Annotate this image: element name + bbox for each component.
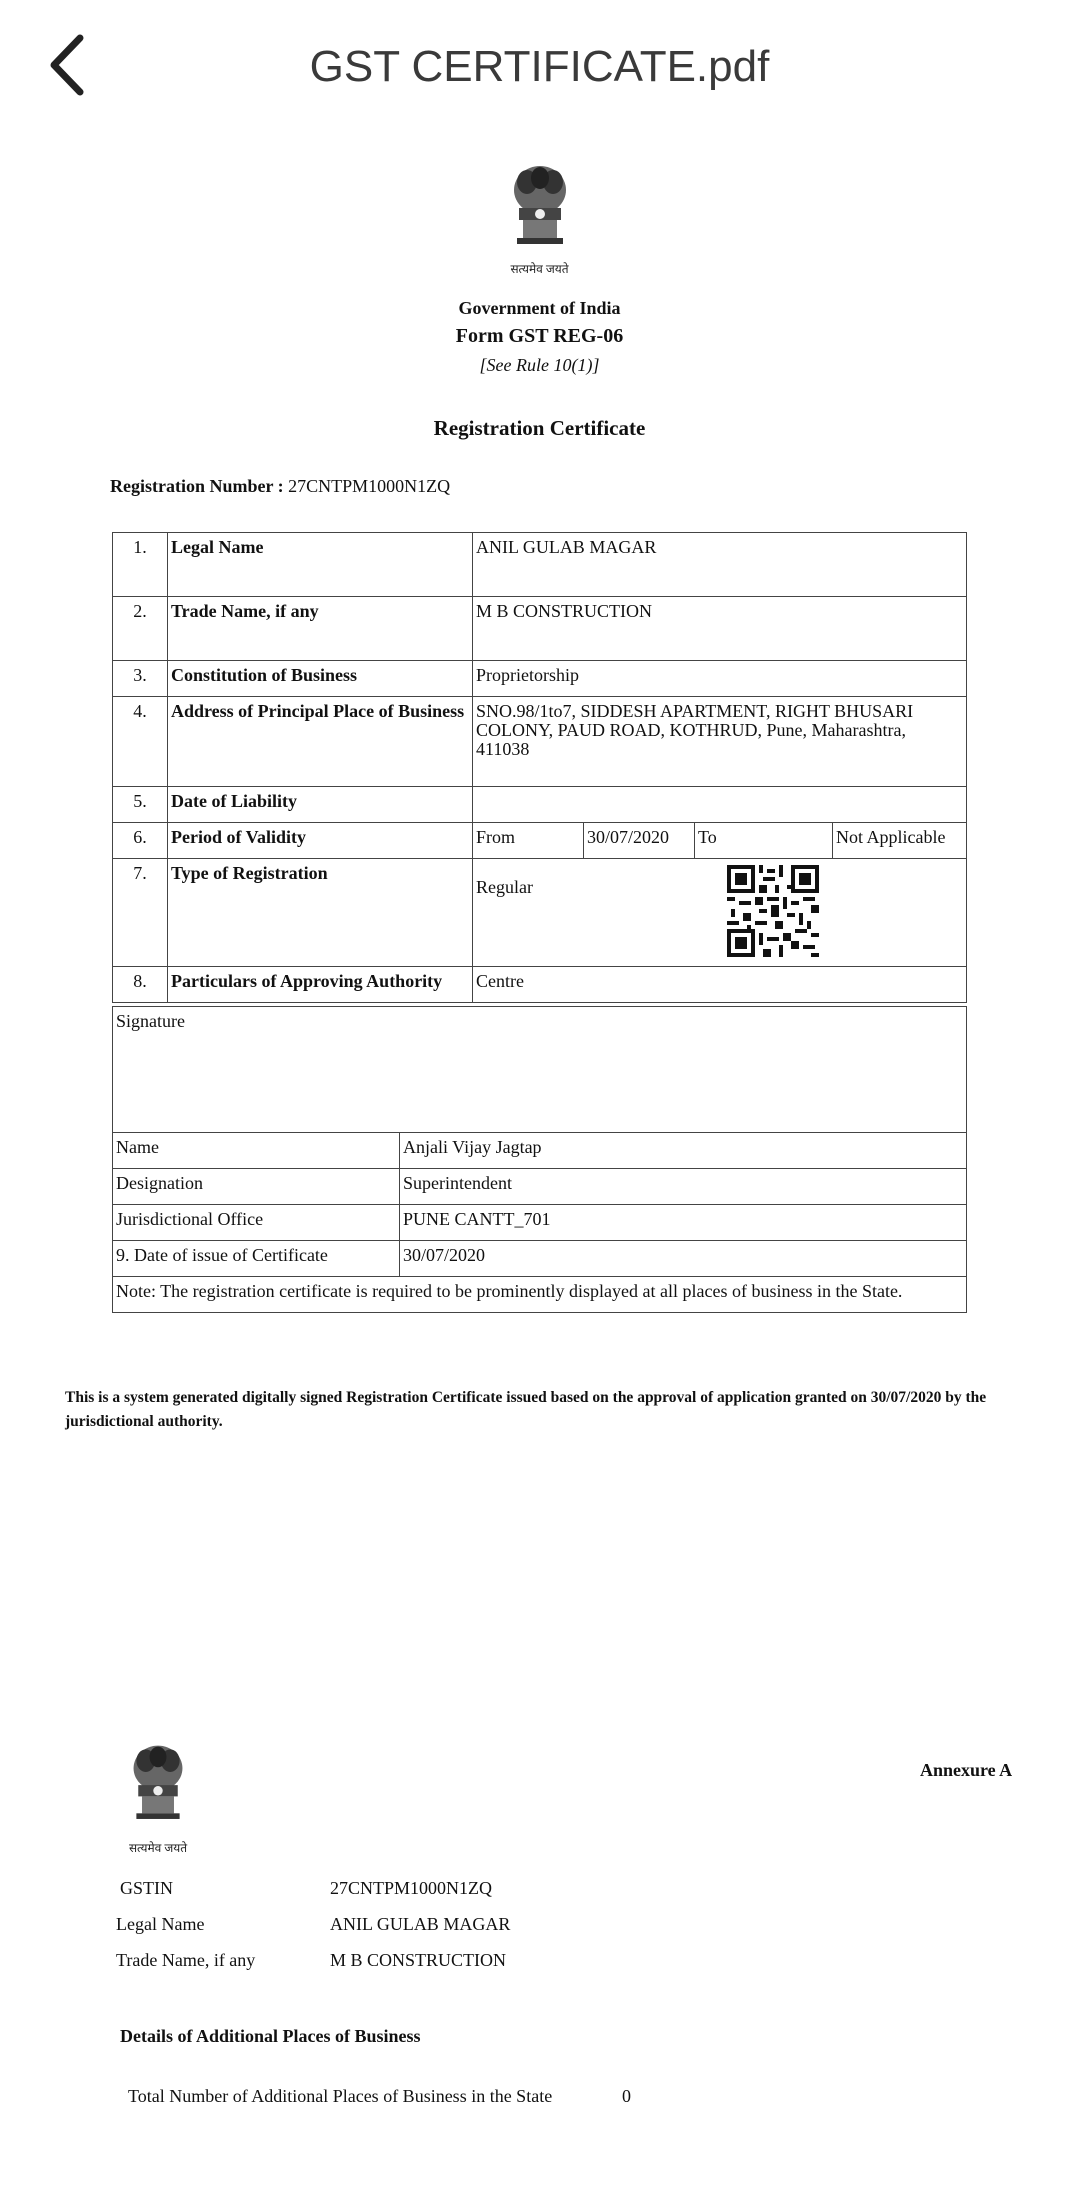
registration-details-table [112,532,967,1003]
table-row [113,597,967,661]
row-number: 7. [113,859,168,967]
row-value: Centre [473,967,967,1003]
row-number: 1. [113,533,168,597]
trade-name-label: Trade Name, if any [116,1950,256,1970]
row-number: 2. [113,597,168,661]
row-value: M B CONSTRUCTION [473,597,967,661]
trade-name-value: M B CONSTRUCTION [330,1950,507,1970]
row-label: Period of Validity [168,823,473,859]
form-heading: Form GST REG-06 [455,325,624,347]
validity-from-value: 30/07/2020 [584,823,695,859]
system-generated-note: This is a system generated digitally signed Registration Certificate issued based on the approval of application granted on 30/07/2020 by the jurisdictional authority. [65,1389,987,1430]
row-label: Legal Name [168,533,473,597]
sign-label: Name [113,1133,400,1169]
table-row [113,787,967,823]
registration-number-value: 27CNTPM1000N1ZQ [288,476,451,496]
row-value: Proprietorship [473,661,967,697]
rule-heading: [See Rule 10(1)] [479,355,600,375]
row-number: 5. [113,787,168,823]
registration-number-line [110,476,450,497]
sign-value: Anjali Vijay Jagtap [400,1133,967,1169]
legal-name-label: Legal Name [116,1914,205,1934]
table-row [113,1169,967,1205]
signature-table [112,1006,967,1313]
ashoka-emblem-icon [125,1740,191,1834]
row-label: Trade Name, if any [168,597,473,661]
display-note: Note: The registration certificate is required to be prominently displayed at all places of business in the State. [113,1277,967,1313]
national-emblem [0,160,1079,277]
registration-number-label: Registration Number : [110,476,284,496]
row-value-cell [473,859,967,967]
row-number: 8. [113,967,168,1003]
row-label: Date of Liability [168,787,473,823]
emblem-motto: सत्यमेव जयते [510,262,569,276]
signature-label: Signature [113,1007,967,1133]
table-row [113,859,967,967]
annexure-emblem [120,1740,196,1856]
gstin-label: GSTIN [120,1878,173,1898]
row-number: 3. [113,661,168,697]
document-title: GST CERTIFICATE.pdf [309,42,770,91]
total-places-label: Total Number of Additional Places of Business in the State [128,2086,553,2106]
row-label: Address of Principal Place of Business [168,697,473,787]
sign-label: 9. Date of issue of Certificate [113,1241,400,1277]
table-row [113,1133,967,1169]
row-label: Constitution of Business [168,661,473,697]
sign-value: PUNE CANTT_701 [400,1205,967,1241]
emblem-motto: सत्यमेव जयते [128,1841,188,1855]
gstin-value: 27CNTPM1000N1ZQ [330,1878,493,1898]
table-row [113,1277,967,1313]
table-row [113,967,967,1003]
sign-label: Jurisdictional Office [113,1205,400,1241]
row-label: Type of Registration [168,859,473,967]
additional-places-heading: Details of Additional Places of Business [120,2026,421,2046]
row-number: 4. [113,697,168,787]
table-row [113,1241,967,1277]
table-row [113,533,967,597]
validity-to-value: Not Applicable [833,823,967,859]
row-value: SNO.98/1to7, SIDDESH APARTMENT, RIGHT BHUSARI COLONY, PAUD ROAD, KOTHRUD, Pune, Maharashtra, 411038 [473,697,967,787]
table-row [113,1205,967,1241]
total-places-value: 0 [622,2086,631,2106]
certificate-title: Registration Certificate [433,416,646,440]
table-row [113,823,967,859]
row-number: 6. [113,823,168,859]
row-value: Regular [476,877,533,897]
legal-name-value: ANIL GULAB MAGAR [330,1914,511,1934]
row-value [473,787,967,823]
annexure-title: Annexure A [920,1760,1013,1780]
validity-from-label: From [473,823,584,859]
ashoka-emblem-icon [505,160,575,260]
sign-label: Designation [113,1169,400,1205]
qr-code-icon [727,865,819,957]
signature-row [113,1007,967,1133]
table-row [113,697,967,787]
row-label: Particulars of Approving Authority [168,967,473,1003]
row-value: ANIL GULAB MAGAR [473,533,967,597]
sign-value: 30/07/2020 [400,1241,967,1277]
validity-to-label: To [695,823,833,859]
gov-heading: Government of India [458,298,621,318]
sign-value: Superintendent [400,1169,967,1205]
table-row [113,661,967,697]
